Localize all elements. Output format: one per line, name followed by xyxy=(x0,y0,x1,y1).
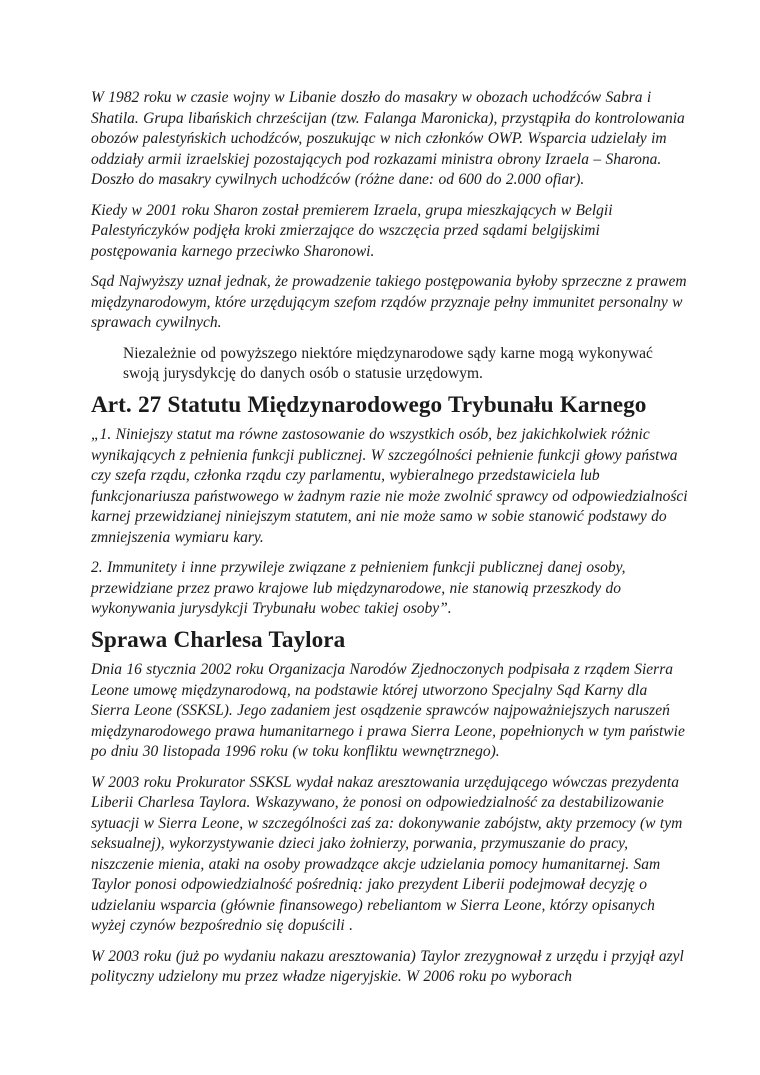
paragraph-taylor-resignation-asylum: W 2003 roku (już po wydaniu nakazu aresztowania) Taylor zrezygnował z urzędu i przyjął azyl polityczny udzielony mu przez władze nigeryjskie. W 2006 roku po wyborach xyxy=(91,947,684,985)
paragraph-sabra-shatila-massacre: W 1982 roku w czasie wojny w Libanie doszło do masakry w obozach uchodźców Sabra i Shatila. Grupa libańskich chrześcijan (tzw. Falanga Maronicka), przystąpiła do kontrolowania obozów palestyńskich uchodźców, poszukując w nich członków OWP. Wsparcia udzielały im oddziały armii izraelskiej pozostających pod rozkazami ministra obrony Izraela – Sharona. Doszło do masakry cywilnych uchodźców (różne dane: od 600 do 2.000 ofiar). xyxy=(91,89,685,188)
paragraph-scsl-established: Dnia 16 stycznia 2002 roku Organizacja Narodów Zjednoczonych podpisała z rządem Sierra Leone umowę międzynarodową, na podstawie której utworzono Specjalny Sąd Karny dla Sierra Leone (SSKSL). Jego zadaniem jest osądzenie sprawców najpoważniejszych naruszeń międzynarodowego prawa humanitarnego i prawa Sierra Leone, popełnionych w tym państwie po dniu 30 listopada 1996 roku (w toku konfliktu wewnętrznego). xyxy=(91,661,685,760)
heading-charles-taylor-case: Sprawa Charlesa Taylora xyxy=(91,626,346,653)
paragraph-sharon-belgium-proceedings: Kiedy w 2001 roku Sharon został premierem Izraela, grupa mieszkających w Belgii Palestyńczyków podjęła kroki zmierzające do wszczęcia przed sądami belgijskimi postępowania karnego przeciwko Sharonowi. xyxy=(91,201,613,260)
paragraph-statute-section-2: 2. Immunitety i inne przywileje związane z pełnieniem funkcji publicznej danej osoby, przewidziane przez prawo krajowe lub międzynarodowe, nie stanowią przeszkody do wykonywania jurysdykcji Trybunału wobec takiej osoby”. xyxy=(91,559,626,617)
paragraph-statute-section-1: „1. Niniejszy statut ma równe zastosowanie do wszystkich osób, bez jakichkolwiek różnic wynikających z pełnienia funkcji publicznej. W szczególności pełnienie funkcji głowy państwa czy szefa rządu, członka rządu czy parlamentu, wybieralnego przedstawiciela lub funkcjonariusza państwowego w żadnym razie nie może zwolnić sprawcy od odpowiedzialności karnej przewidzianej niniejszym statutem, ani nie może samo w sobie stanowić podstawy do zmniejszenia wymiaru kary. xyxy=(91,426,688,546)
heading-art-27-icc-statute: Art. 27 Statutu Międzynarodowego Trybunału Karnego xyxy=(91,391,647,418)
paragraph-supreme-court-immunity: Sąd Najwyższy uznał jednak, że prowadzenie takiego postępowania byłoby sprzeczne z prawem międzynarodowym, które urzędującym szefom rządów przyznaje pełny immunitet personalny w sprawach cywilnych. xyxy=(91,273,687,331)
paragraph-international-criminal-courts-note: Niezależnie od powyższego niektóre międzynarodowe sądy karne mogą wykonywać swoją jurysdykcję do danych osób o statusie urzędowym. xyxy=(123,344,653,382)
paragraph-taylor-arrest-warrant: W 2003 roku Prokurator SSKSL wydał nakaz aresztowania urzędującego wówczas prezydenta Liberii Charlesa Taylora. Wskazywano, że ponosi on odpowiedzialność za destabilizowanie sytuacji w Sierra Leone, w szczególności zaś za: dokonywanie zabójstw, akty przemocy (w tym seksualnej), wykorzystywanie dzieci jako żołnierzy, porwania, przymuszanie do pracy, niszczenie mienia, ataki na osoby prowadzące akcje udzielania pomocy humanitarnej. Sam Taylor ponosi odpowiedzialność pośrednią: jako prezydent Liberii podejmował decyzję o udzielaniu wsparcia (głównie finansowego) rebeliantom w Sierra Leone, którzy opisanych wyżej czynów bezpośrednio się dopuścili . xyxy=(91,773,683,934)
